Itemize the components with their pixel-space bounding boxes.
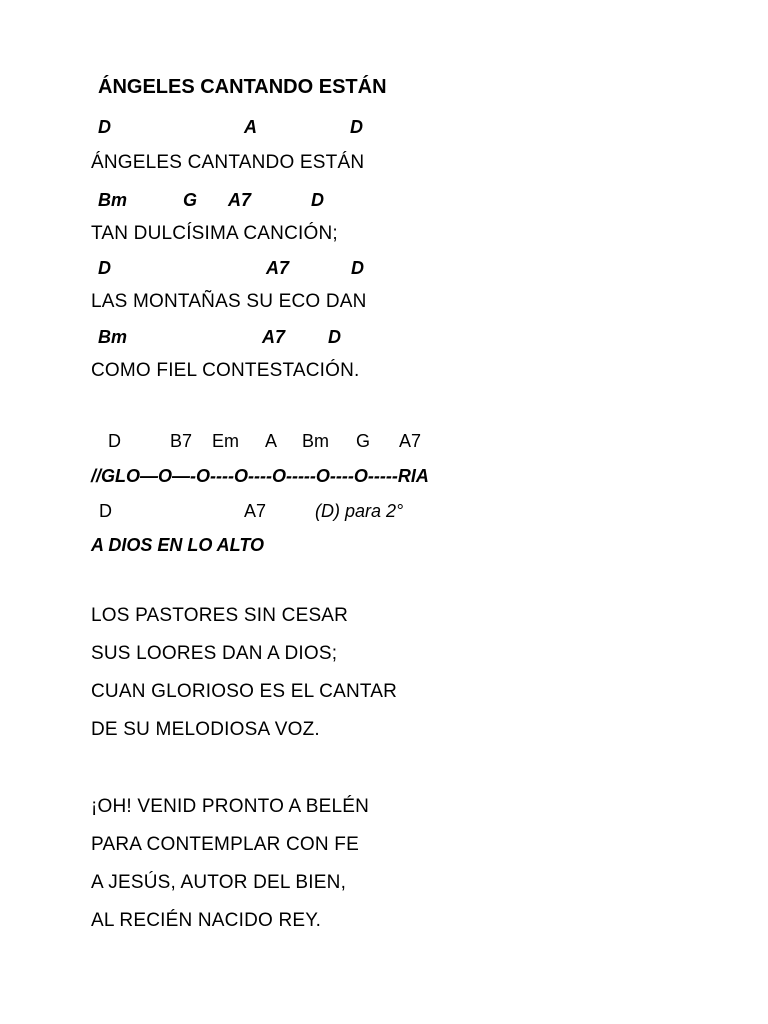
lyric-line: PARA CONTEMPLAR CON FE [91, 834, 359, 855]
chord: D [350, 117, 363, 137]
song-title: ÁNGELES CANTANDO ESTÁN [98, 76, 387, 98]
lyric-line: LOS PASTORES SIN CESAR [91, 605, 349, 626]
chord: Bm [302, 431, 329, 451]
lyric-line: DE SU MELODIOSA VOZ. [91, 719, 320, 740]
lyric-line: CUAN GLORIOSO ES EL CANTAR [91, 681, 398, 702]
chord: G [356, 431, 371, 451]
chord: D [351, 258, 364, 278]
lyric-line: SUS LOORES DAN A DIOS; [91, 643, 338, 664]
chord: G [183, 190, 198, 210]
chord: D [328, 327, 341, 347]
chord: A7 [228, 190, 252, 210]
chord: A [244, 117, 257, 137]
lyric-line: ÁNGELES CANTANDO ESTÁN [91, 152, 365, 173]
lyric-line: LAS MONTAÑAS SU ECO DAN [91, 291, 367, 312]
chord: B7 [170, 431, 193, 451]
chord: A7 [244, 501, 267, 521]
lyric-line: COMO FIEL CONTESTACIÓN. [91, 360, 360, 381]
lyric-line: AL RECIÉN NACIDO REY. [91, 910, 322, 931]
lyric-line: A JESÚS, AUTOR DEL BIEN, [91, 872, 347, 893]
chord: Em [212, 431, 239, 451]
chord: D [98, 117, 111, 137]
lyric-line: TAN DULCÍSIMA CANCIÓN; [91, 223, 338, 244]
chord: A7 [262, 327, 286, 347]
chord: D [99, 501, 112, 521]
lyric-line: A DIOS EN LO ALTO [91, 535, 265, 555]
chord: D [108, 431, 121, 451]
chord: Bm [98, 327, 128, 347]
gloria-line: //GLO—O—-O----O----O-----O----O-----RIA [91, 466, 429, 486]
chord: A7 [266, 258, 290, 278]
chord: D [98, 258, 111, 278]
chord: A [265, 431, 278, 451]
repeat-note: (D) para 2° [315, 501, 404, 521]
chord: Bm [98, 190, 128, 210]
chord: A7 [399, 431, 422, 451]
chord: D [311, 190, 324, 210]
lyric-line: ¡OH! VENID PRONTO A BELÉN [91, 796, 370, 817]
